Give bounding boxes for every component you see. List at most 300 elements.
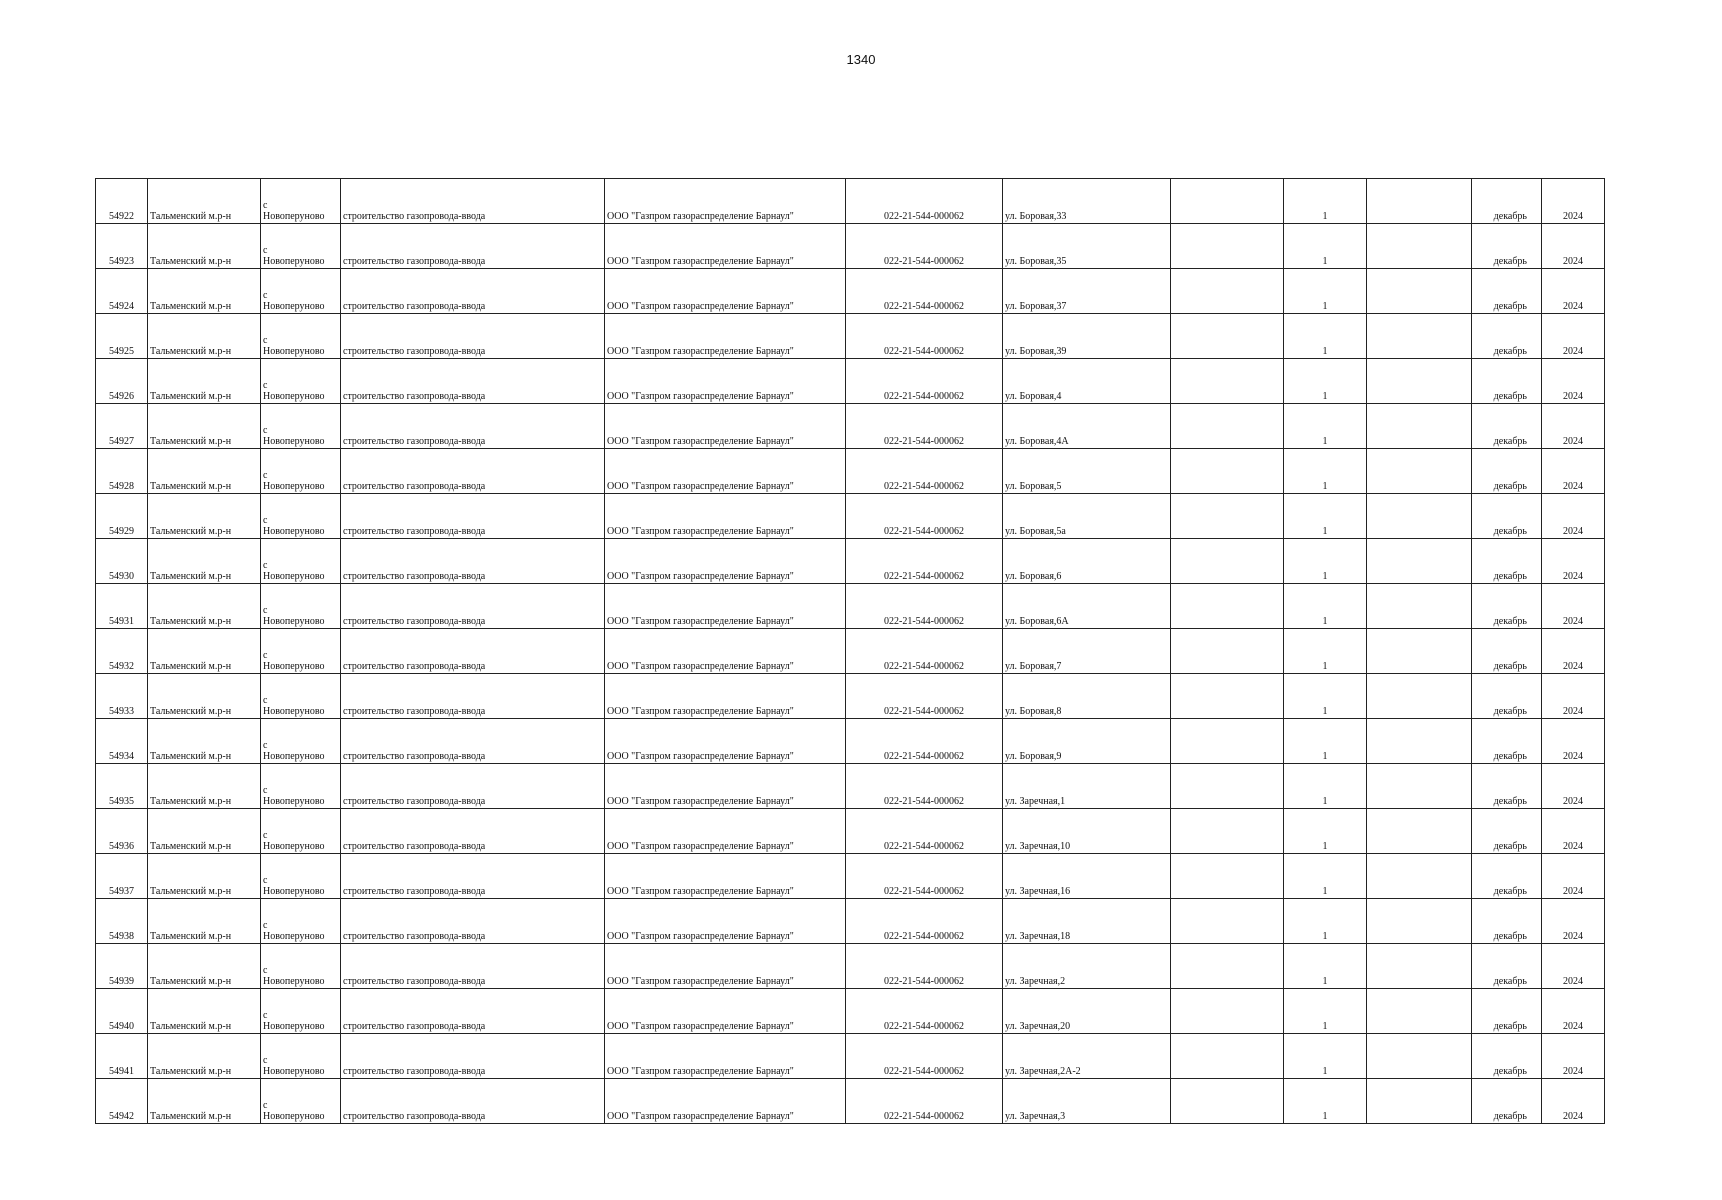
cell-address: ул. Боровая,7: [1003, 629, 1171, 674]
cell-work-type: строительство газопровода-ввода: [341, 1034, 605, 1079]
table-row: [96, 269, 1605, 314]
cell-blank-2: [1367, 944, 1472, 989]
table-row: [96, 719, 1605, 764]
settlement-type-prefix: с: [263, 515, 268, 526]
cell-record-number: 54929: [96, 494, 148, 539]
settlement-name: Новоперуново: [263, 256, 325, 267]
cell-blank: [1171, 719, 1284, 764]
settlement-type-prefix: с: [263, 605, 268, 616]
cell-organization: ООО "Газпром газораспределение Барнаул": [605, 359, 846, 404]
cell-settlement: [261, 899, 341, 944]
cell-month: декабрь: [1472, 989, 1542, 1034]
cell-record-number: 54937: [96, 854, 148, 899]
table-row: [96, 449, 1605, 494]
cell-record-number: 54936: [96, 809, 148, 854]
table-row: [96, 359, 1605, 404]
cell-year: 2024: [1542, 1034, 1605, 1079]
settlement-type-prefix: с: [263, 245, 268, 256]
cell-district: Тальменский м.р-н: [148, 1079, 261, 1124]
cell-organization: ООО "Газпром газораспределение Барнаул": [605, 899, 846, 944]
cell-blank-2: [1367, 584, 1472, 629]
settlement-type-prefix: с: [263, 1100, 268, 1111]
cell-record-number: 54941: [96, 1034, 148, 1079]
settlement-type-prefix: с: [263, 740, 268, 751]
cell-month: декабрь: [1472, 539, 1542, 584]
cell-settlement: [261, 314, 341, 359]
cell-blank: [1171, 224, 1284, 269]
cell-work-type: строительство газопровода-ввода: [341, 809, 605, 854]
cell-blank-2: [1367, 224, 1472, 269]
cell-settlement: [261, 269, 341, 314]
cell-blank: [1171, 359, 1284, 404]
cell-organization: ООО "Газпром газораспределение Барнаул": [605, 224, 846, 269]
cell-address: ул. Боровая,39: [1003, 314, 1171, 359]
cell-year: 2024: [1542, 809, 1605, 854]
cell-address: ул. Заречная,1: [1003, 764, 1171, 809]
cell-settlement: [261, 1034, 341, 1079]
settlement-type-prefix: с: [263, 425, 268, 436]
cell-settlement: [261, 944, 341, 989]
settlement-type-prefix: с: [263, 920, 268, 931]
cell-quantity: 1: [1284, 224, 1367, 269]
settlement-name: Новоперуново: [263, 796, 325, 807]
cell-district: Тальменский м.р-н: [148, 584, 261, 629]
settlement-type-prefix: с: [263, 650, 268, 661]
settlement-name: Новоперуново: [263, 571, 325, 582]
table-row: [96, 629, 1605, 674]
cell-blank-2: [1367, 989, 1472, 1034]
cell-blank: [1171, 764, 1284, 809]
cell-month: декабрь: [1472, 719, 1542, 764]
cell-quantity: 1: [1284, 449, 1367, 494]
cell-district: Тальменский м.р-н: [148, 494, 261, 539]
cell-year: 2024: [1542, 854, 1605, 899]
cell-address: ул. Заречная,2А-2: [1003, 1034, 1171, 1079]
cell-record-number: 54932: [96, 629, 148, 674]
cell-work-type: строительство газопровода-ввода: [341, 539, 605, 584]
cell-year: 2024: [1542, 899, 1605, 944]
cell-quantity: 1: [1284, 809, 1367, 854]
cell-blank: [1171, 1034, 1284, 1079]
cell-address: ул. Боровая,35: [1003, 224, 1171, 269]
cell-work-type: строительство газопровода-ввода: [341, 989, 605, 1034]
cell-district: Тальменский м.р-н: [148, 224, 261, 269]
cell-quantity: 1: [1284, 404, 1367, 449]
cell-address: ул. Боровая,8: [1003, 674, 1171, 719]
settlement-type-prefix: с: [263, 290, 268, 301]
settlement-type-prefix: с: [263, 335, 268, 346]
cell-organization: ООО "Газпром газораспределение Барнаул": [605, 674, 846, 719]
cell-address: ул. Боровая,37: [1003, 269, 1171, 314]
cell-organization: ООО "Газпром газораспределение Барнаул": [605, 1034, 846, 1079]
cell-month: декабрь: [1472, 809, 1542, 854]
cell-address: ул. Боровая,6: [1003, 539, 1171, 584]
gas-connection-table: [95, 178, 1605, 1124]
cell-quantity: 1: [1284, 359, 1367, 404]
cell-record-number: 54942: [96, 1079, 148, 1124]
cell-blank-2: [1367, 404, 1472, 449]
cell-year: 2024: [1542, 1079, 1605, 1124]
cell-blank: [1171, 269, 1284, 314]
cell-year: 2024: [1542, 314, 1605, 359]
cell-year: 2024: [1542, 764, 1605, 809]
cell-blank-2: [1367, 764, 1472, 809]
settlement-type-prefix: с: [263, 380, 268, 391]
table-row: [96, 179, 1605, 224]
cell-blank: [1171, 899, 1284, 944]
cell-settlement: [261, 359, 341, 404]
cell-settlement: [261, 494, 341, 539]
cell-quantity: 1: [1284, 899, 1367, 944]
settlement-type-prefix: с: [263, 785, 268, 796]
cell-organization: ООО "Газпром газораспределение Барнаул": [605, 764, 846, 809]
cell-address: ул. Боровая,5: [1003, 449, 1171, 494]
settlement-type-prefix: с: [263, 875, 268, 886]
cell-work-type: строительство газопровода-ввода: [341, 719, 605, 764]
cell-organization: ООО "Газпром газораспределение Барнаул": [605, 449, 846, 494]
cell-year: 2024: [1542, 449, 1605, 494]
cell-district: Тальменский м.р-н: [148, 674, 261, 719]
cell-settlement: [261, 404, 341, 449]
cell-record-number: 54922: [96, 179, 148, 224]
settlement-name: Новоперуново: [263, 841, 325, 852]
cell-record-number: 54938: [96, 899, 148, 944]
table-row: [96, 944, 1605, 989]
settlement-name: Новоперуново: [263, 706, 325, 717]
cell-blank: [1171, 854, 1284, 899]
cell-code: 022-21-544-000062: [846, 314, 1003, 359]
cell-work-type: строительство газопровода-ввода: [341, 854, 605, 899]
cell-code: 022-21-544-000062: [846, 629, 1003, 674]
table-row: [96, 989, 1605, 1034]
cell-district: Тальменский м.р-н: [148, 359, 261, 404]
cell-quantity: 1: [1284, 269, 1367, 314]
cell-record-number: 54933: [96, 674, 148, 719]
cell-month: декабрь: [1472, 494, 1542, 539]
cell-address: ул. Боровая,33: [1003, 179, 1171, 224]
cell-code: 022-21-544-000062: [846, 269, 1003, 314]
cell-settlement: [261, 179, 341, 224]
cell-month: декабрь: [1472, 1034, 1542, 1079]
cell-district: Тальменский м.р-н: [148, 809, 261, 854]
table-row: [96, 1034, 1605, 1079]
cell-work-type: строительство газопровода-ввода: [341, 314, 605, 359]
cell-year: 2024: [1542, 719, 1605, 764]
table-row: [96, 674, 1605, 719]
cell-code: 022-21-544-000062: [846, 809, 1003, 854]
cell-year: 2024: [1542, 179, 1605, 224]
table-body: [96, 179, 1605, 1124]
cell-district: Тальменский м.р-н: [148, 1034, 261, 1079]
cell-district: Тальменский м.р-н: [148, 719, 261, 764]
table-row: [96, 539, 1605, 584]
cell-quantity: 1: [1284, 179, 1367, 224]
cell-work-type: строительство газопровода-ввода: [341, 674, 605, 719]
cell-blank: [1171, 494, 1284, 539]
cell-month: декабрь: [1472, 449, 1542, 494]
settlement-name: Новоперуново: [263, 661, 325, 672]
cell-work-type: строительство газопровода-ввода: [341, 944, 605, 989]
cell-record-number: 54939: [96, 944, 148, 989]
cell-month: декабрь: [1472, 899, 1542, 944]
cell-district: Тальменский м.р-н: [148, 179, 261, 224]
table-row: [96, 1079, 1605, 1124]
cell-month: декабрь: [1472, 404, 1542, 449]
cell-quantity: 1: [1284, 1079, 1367, 1124]
cell-code: 022-21-544-000062: [846, 359, 1003, 404]
cell-work-type: строительство газопровода-ввода: [341, 494, 605, 539]
cell-work-type: строительство газопровода-ввода: [341, 449, 605, 494]
settlement-name: Новоперуново: [263, 976, 325, 987]
table-row: [96, 494, 1605, 539]
settlement-type-prefix: с: [263, 830, 268, 841]
cell-blank-2: [1367, 179, 1472, 224]
cell-code: 022-21-544-000062: [846, 494, 1003, 539]
cell-quantity: 1: [1284, 539, 1367, 584]
cell-month: декабрь: [1472, 674, 1542, 719]
cell-address: ул. Заречная,18: [1003, 899, 1171, 944]
cell-quantity: 1: [1284, 494, 1367, 539]
cell-record-number: 54925: [96, 314, 148, 359]
cell-year: 2024: [1542, 494, 1605, 539]
cell-code: 022-21-544-000062: [846, 989, 1003, 1034]
cell-code: 022-21-544-000062: [846, 584, 1003, 629]
cell-blank: [1171, 809, 1284, 854]
cell-organization: ООО "Газпром газораспределение Барнаул": [605, 719, 846, 764]
cell-organization: ООО "Газпром газораспределение Барнаул": [605, 314, 846, 359]
cell-record-number: 54935: [96, 764, 148, 809]
settlement-name: Новоперуново: [263, 301, 325, 312]
cell-organization: ООО "Газпром газораспределение Барнаул": [605, 944, 846, 989]
cell-month: декабрь: [1472, 359, 1542, 404]
cell-blank-2: [1367, 1034, 1472, 1079]
cell-year: 2024: [1542, 944, 1605, 989]
cell-code: 022-21-544-000062: [846, 764, 1003, 809]
cell-organization: ООО "Газпром газораспределение Барнаул": [605, 809, 846, 854]
cell-district: Тальменский м.р-н: [148, 269, 261, 314]
cell-work-type: строительство газопровода-ввода: [341, 359, 605, 404]
cell-district: Тальменский м.р-н: [148, 314, 261, 359]
cell-month: декабрь: [1472, 764, 1542, 809]
cell-district: Тальменский м.р-н: [148, 449, 261, 494]
cell-blank-2: [1367, 449, 1472, 494]
page-number: 1340: [846, 52, 876, 67]
cell-code: 022-21-544-000062: [846, 539, 1003, 584]
cell-address: ул. Боровая,4А: [1003, 404, 1171, 449]
cell-district: Тальменский м.р-н: [148, 944, 261, 989]
cell-year: 2024: [1542, 989, 1605, 1034]
cell-blank: [1171, 989, 1284, 1034]
cell-settlement: [261, 989, 341, 1034]
cell-record-number: 54926: [96, 359, 148, 404]
settlement-name: Новоперуново: [263, 616, 325, 627]
cell-quantity: 1: [1284, 764, 1367, 809]
cell-district: Тальменский м.р-н: [148, 899, 261, 944]
cell-quantity: 1: [1284, 584, 1367, 629]
cell-code: 022-21-544-000062: [846, 224, 1003, 269]
settlement-name: Новоперуново: [263, 1021, 325, 1032]
cell-record-number: 54927: [96, 404, 148, 449]
cell-year: 2024: [1542, 269, 1605, 314]
cell-address: ул. Боровая,9: [1003, 719, 1171, 764]
cell-address: ул. Заречная,2: [1003, 944, 1171, 989]
cell-settlement: [261, 449, 341, 494]
cell-code: 022-21-544-000062: [846, 449, 1003, 494]
cell-blank: [1171, 179, 1284, 224]
cell-month: декабрь: [1472, 224, 1542, 269]
cell-quantity: 1: [1284, 674, 1367, 719]
settlement-name: Новоперуново: [263, 436, 325, 447]
cell-district: Тальменский м.р-н: [148, 629, 261, 674]
settlement-type-prefix: с: [263, 470, 268, 481]
cell-organization: ООО "Газпром газораспределение Барнаул": [605, 989, 846, 1034]
table-row: [96, 854, 1605, 899]
cell-code: 022-21-544-000062: [846, 719, 1003, 764]
cell-blank: [1171, 674, 1284, 719]
cell-blank-2: [1367, 809, 1472, 854]
cell-blank: [1171, 314, 1284, 359]
cell-work-type: строительство газопровода-ввода: [341, 404, 605, 449]
cell-blank: [1171, 449, 1284, 494]
cell-quantity: 1: [1284, 989, 1367, 1034]
cell-code: 022-21-544-000062: [846, 1034, 1003, 1079]
cell-year: 2024: [1542, 404, 1605, 449]
cell-code: 022-21-544-000062: [846, 404, 1003, 449]
cell-record-number: 54934: [96, 719, 148, 764]
cell-work-type: строительство газопровода-ввода: [341, 179, 605, 224]
settlement-type-prefix: с: [263, 1010, 268, 1021]
cell-blank: [1171, 944, 1284, 989]
cell-blank: [1171, 629, 1284, 674]
settlement-name: Новоперуново: [263, 1111, 325, 1122]
cell-organization: ООО "Газпром газораспределение Барнаул": [605, 629, 846, 674]
table-row: [96, 764, 1605, 809]
cell-work-type: строительство газопровода-ввода: [341, 1079, 605, 1124]
cell-record-number: 54940: [96, 989, 148, 1034]
cell-year: 2024: [1542, 539, 1605, 584]
settlement-name: Новоперуново: [263, 751, 325, 762]
settlement-type-prefix: с: [263, 1055, 268, 1066]
cell-work-type: строительство газопровода-ввода: [341, 764, 605, 809]
cell-year: 2024: [1542, 629, 1605, 674]
cell-blank-2: [1367, 1079, 1472, 1124]
cell-year: 2024: [1542, 359, 1605, 404]
cell-blank-2: [1367, 629, 1472, 674]
cell-quantity: 1: [1284, 719, 1367, 764]
cell-settlement: [261, 674, 341, 719]
cell-record-number: 54923: [96, 224, 148, 269]
cell-organization: ООО "Газпром газораспределение Барнаул": [605, 539, 846, 584]
cell-month: декабрь: [1472, 1079, 1542, 1124]
cell-quantity: 1: [1284, 1034, 1367, 1079]
cell-month: декабрь: [1472, 269, 1542, 314]
cell-blank-2: [1367, 854, 1472, 899]
cell-record-number: 54928: [96, 449, 148, 494]
cell-organization: ООО "Газпром газораспределение Барнаул": [605, 854, 846, 899]
cell-settlement: [261, 224, 341, 269]
cell-organization: ООО "Газпром газораспределение Барнаул": [605, 1079, 846, 1124]
settlement-name: Новоперуново: [263, 391, 325, 402]
cell-district: Тальменский м.р-н: [148, 854, 261, 899]
cell-settlement: [261, 719, 341, 764]
cell-organization: ООО "Газпром газораспределение Барнаул": [605, 584, 846, 629]
cell-code: 022-21-544-000062: [846, 944, 1003, 989]
cell-work-type: строительство газопровода-ввода: [341, 629, 605, 674]
cell-work-type: строительство газопровода-ввода: [341, 899, 605, 944]
cell-settlement: [261, 764, 341, 809]
cell-settlement: [261, 539, 341, 584]
cell-address: ул. Заречная,16: [1003, 854, 1171, 899]
settlement-name: Новоперуново: [263, 1066, 325, 1077]
cell-blank-2: [1367, 539, 1472, 584]
cell-month: декабрь: [1472, 584, 1542, 629]
cell-record-number: 54924: [96, 269, 148, 314]
cell-settlement: [261, 1079, 341, 1124]
cell-quantity: 1: [1284, 314, 1367, 359]
cell-blank-2: [1367, 899, 1472, 944]
cell-code: 022-21-544-000062: [846, 899, 1003, 944]
cell-year: 2024: [1542, 674, 1605, 719]
cell-quantity: 1: [1284, 854, 1367, 899]
table-row: [96, 584, 1605, 629]
cell-settlement: [261, 809, 341, 854]
cell-settlement: [261, 584, 341, 629]
table-row: [96, 899, 1605, 944]
cell-blank-2: [1367, 359, 1472, 404]
table-row: [96, 314, 1605, 359]
table-row: [96, 404, 1605, 449]
settlement-name: Новоперуново: [263, 211, 325, 222]
cell-organization: ООО "Газпром газораспределение Барнаул": [605, 494, 846, 539]
cell-address: ул. Заречная,3: [1003, 1079, 1171, 1124]
settlement-name: Новоперуново: [263, 526, 325, 537]
settlement-type-prefix: с: [263, 200, 268, 211]
cell-district: Тальменский м.р-н: [148, 764, 261, 809]
cell-blank: [1171, 404, 1284, 449]
cell-year: 2024: [1542, 584, 1605, 629]
cell-organization: ООО "Газпром газораспределение Барнаул": [605, 404, 846, 449]
cell-code: 022-21-544-000062: [846, 1079, 1003, 1124]
table-row: [96, 809, 1605, 854]
cell-blank: [1171, 539, 1284, 584]
cell-address: ул. Заречная,20: [1003, 989, 1171, 1034]
cell-record-number: 54931: [96, 584, 148, 629]
cell-code: 022-21-544-000062: [846, 179, 1003, 224]
cell-quantity: 1: [1284, 629, 1367, 674]
settlement-name: Новоперуново: [263, 931, 325, 942]
cell-code: 022-21-544-000062: [846, 854, 1003, 899]
cell-work-type: строительство газопровода-ввода: [341, 224, 605, 269]
cell-month: декабрь: [1472, 944, 1542, 989]
cell-settlement: [261, 854, 341, 899]
settlement-type-prefix: с: [263, 560, 268, 571]
cell-address: ул. Боровая,5а: [1003, 494, 1171, 539]
cell-blank: [1171, 584, 1284, 629]
cell-blank-2: [1367, 269, 1472, 314]
cell-district: Тальменский м.р-н: [148, 989, 261, 1034]
cell-address: ул. Боровая,6А: [1003, 584, 1171, 629]
cell-month: декабрь: [1472, 314, 1542, 359]
settlement-name: Новоперуново: [263, 886, 325, 897]
cell-month: декабрь: [1472, 179, 1542, 224]
cell-organization: ООО "Газпром газораспределение Барнаул": [605, 179, 846, 224]
cell-year: 2024: [1542, 224, 1605, 269]
cell-blank-2: [1367, 314, 1472, 359]
cell-work-type: строительство газопровода-ввода: [341, 269, 605, 314]
cell-blank: [1171, 1079, 1284, 1124]
settlement-type-prefix: с: [263, 965, 268, 976]
cell-district: Тальменский м.р-н: [148, 539, 261, 584]
